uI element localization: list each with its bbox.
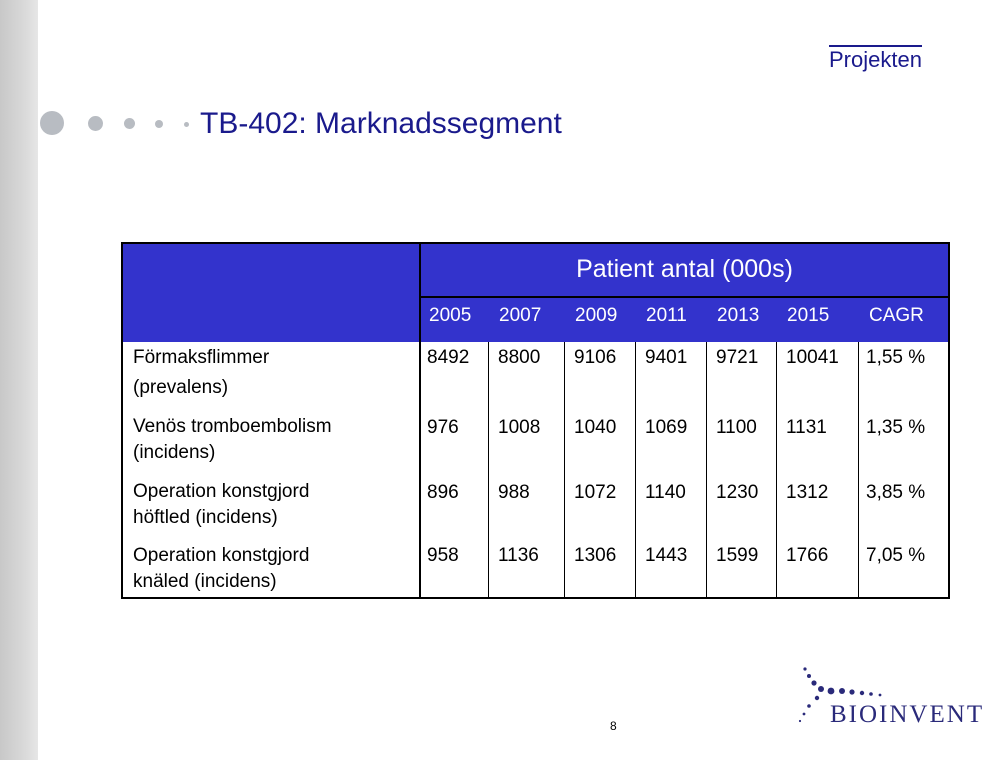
row-label: Operation konstgjord (133, 545, 310, 566)
table-cell: 976 (427, 417, 459, 438)
table-cell: 10041 (786, 347, 839, 368)
table-cell: 8492 (427, 347, 470, 368)
row-label: höftled (incidens) (133, 507, 278, 528)
column-header: 2009 (575, 305, 618, 326)
table-cell: 958 (427, 545, 459, 566)
table-cell: 3,85 % (866, 482, 926, 503)
table-group-header: Patient antal (000s) (576, 255, 793, 283)
row-label: (incidens) (133, 442, 216, 463)
column-header: 2013 (717, 305, 760, 326)
bioinvent-logo-text: BIOINVENT (830, 701, 984, 728)
table-cell: 9106 (574, 347, 617, 368)
table-cell: 1072 (574, 482, 617, 503)
row-label: Venös tromboembolism (133, 416, 332, 437)
section-link[interactable]: Projekten (829, 47, 922, 72)
table-cell: 1312 (786, 482, 829, 503)
table-cell: 9721 (716, 347, 759, 368)
row-label: Operation konstgjord (133, 481, 310, 502)
column-header: CAGR (869, 305, 924, 326)
table-cell: 1040 (574, 417, 617, 438)
column-header: 2005 (429, 305, 472, 326)
row-label: Förmaksflimmer (133, 347, 270, 368)
column-header: 2015 (787, 305, 830, 326)
table-cell: 7,05 % (866, 545, 926, 566)
row-label: (prevalens) (133, 377, 229, 398)
left-decorative-bar (0, 0, 38, 760)
table-cell: 1100 (716, 417, 757, 438)
table-cell: 1140 (645, 482, 686, 503)
table-cell: 9401 (645, 347, 688, 368)
row-label: knäled (incidens) (133, 571, 277, 592)
table-cell: 1069 (645, 417, 688, 438)
table-cell: 1136 (498, 545, 539, 566)
column-header: 2007 (499, 305, 542, 326)
table-cell: 1766 (786, 545, 829, 566)
table-cell: 1,55 % (866, 347, 926, 368)
table-cell: 1131 (786, 417, 827, 438)
table-cell: 896 (427, 482, 459, 503)
table-cell: 1599 (716, 545, 759, 566)
table-cell: 1306 (574, 545, 617, 566)
title-bullet-dots (40, 108, 200, 138)
slide-title: TB-402: Marknadssegment (200, 107, 562, 140)
table-cell: 1,35 % (866, 417, 926, 438)
table-cell: 8800 (498, 347, 541, 368)
table-cell: 1230 (716, 482, 759, 503)
column-header: 2011 (646, 305, 687, 326)
table-cell: 1008 (498, 417, 541, 438)
table-cell: 988 (498, 482, 530, 503)
page-number: 8 (610, 719, 617, 733)
table-cell: 1443 (645, 545, 688, 566)
patient-count-table (121, 242, 950, 599)
